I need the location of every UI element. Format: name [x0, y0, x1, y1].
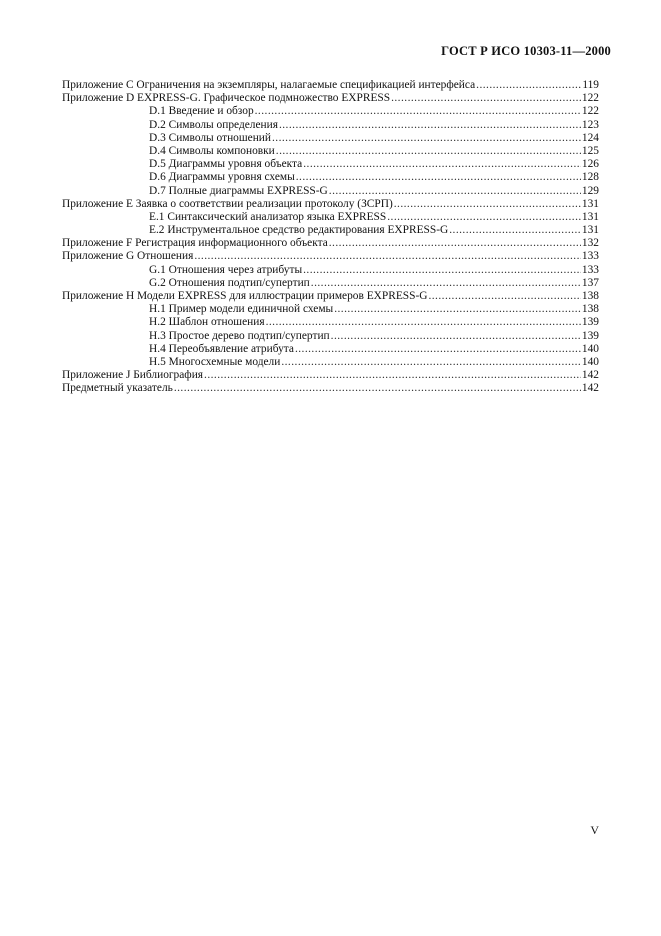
- toc-entry-page: 119: [582, 79, 599, 91]
- toc-dot-leader: [174, 382, 581, 395]
- toc-subentry[interactable]: [62, 224, 599, 237]
- toc-entry[interactable]: [62, 250, 599, 263]
- toc-dot-leader: [281, 356, 581, 369]
- toc-dot-leader: [255, 105, 581, 118]
- toc-entry-title: Приложение F Регистрация информационного объекта: [62, 237, 328, 250]
- toc-entry-page: 139: [581, 329, 599, 342]
- toc-entry-page: 123: [581, 118, 599, 131]
- toc-entry-title: Приложение J Библиография: [62, 369, 204, 382]
- toc-entry-page: 132: [581, 237, 599, 250]
- toc-entry-page: 131: [581, 210, 599, 223]
- toc-entry-title: Приложение D EXPRESS-G. Графическое подмножество EXPRESS: [62, 92, 391, 105]
- toc-entry[interactable]: [62, 369, 599, 382]
- toc-entry-page: 137: [581, 276, 599, 289]
- toc-entry[interactable]: [62, 237, 599, 250]
- toc-dot-leader: [329, 237, 581, 250]
- toc-dot-leader: [449, 224, 581, 237]
- toc-dot-leader: [311, 277, 581, 290]
- toc-dot-leader: [194, 250, 581, 263]
- toc-entry-title: Н.5 Многосхемные модели: [149, 355, 281, 368]
- toc-entry-page: 140: [581, 355, 599, 368]
- toc-entry-title: D.5 Диаграммы уровня объекта: [149, 158, 303, 171]
- toc-subentry[interactable]: [62, 171, 599, 184]
- toc-entry-title: G.1 Отношения через атрибуты: [149, 263, 303, 276]
- toc-entry[interactable]: [62, 290, 599, 303]
- toc-entry-page: 142: [581, 369, 599, 382]
- toc-dot-leader: [204, 369, 581, 382]
- toc-entry-title: Предметный указатель: [62, 382, 173, 395]
- toc-entry-page: 138: [581, 303, 599, 316]
- toc-subentry[interactable]: [62, 105, 599, 118]
- toc-dot-leader: [476, 79, 581, 92]
- toc-entry-title: Н.3 Простое дерево подтип/супертип: [149, 329, 330, 342]
- toc-entry-title: D.2 Символы определения: [149, 118, 278, 131]
- toc-entry-page: 142: [581, 382, 599, 395]
- toc-subentry[interactable]: [62, 316, 599, 329]
- toc-entry-title: G.2 Отношения подтип/супертип: [149, 276, 310, 289]
- toc-subentry[interactable]: [62, 264, 599, 277]
- toc-subentry[interactable]: [62, 356, 599, 369]
- toc-entry-page: 129: [581, 184, 599, 197]
- toc-entry-page: 133: [581, 263, 599, 276]
- toc-subentry[interactable]: [62, 330, 599, 343]
- toc-entry-title: D.4 Символы компоновки: [149, 144, 275, 157]
- toc-dot-leader: [266, 316, 581, 329]
- toc-entry-title: D.3 Символы отношений: [149, 131, 271, 144]
- toc-entry-page: 125: [581, 144, 599, 157]
- toc-entry-page: 138: [581, 290, 599, 302]
- toc-entry-title: D.7 Полные диаграммы EXPRESS-G: [149, 184, 328, 197]
- toc-dot-leader: [295, 343, 581, 356]
- toc-dot-leader: [276, 145, 581, 158]
- toc-entry-title: Е.2 Инструментальное средство редактирования EXPRESS-G: [149, 224, 449, 237]
- toc-entry-title: Н.1 Пример модели единичной схемы: [149, 303, 334, 316]
- toc-subentry[interactable]: [62, 211, 599, 224]
- toc-dot-leader: [329, 185, 581, 198]
- toc-entry[interactable]: [62, 92, 599, 105]
- toc-entry-title: Приложение Е Заявка о соответствии реализации протоколу (ЗСРП): [62, 197, 393, 210]
- toc-entry-title: Приложение G Отношения: [62, 250, 194, 263]
- toc-subentry[interactable]: [62, 119, 599, 132]
- toc-subentry[interactable]: [62, 343, 599, 356]
- toc-subentry[interactable]: [62, 158, 599, 171]
- toc-entry-title: Приложение С Ограничения на экземпляры, налагаемые спецификацией интерфейса: [62, 79, 476, 91]
- table-of-contents: [62, 79, 599, 396]
- toc-dot-leader: [272, 132, 581, 145]
- document-header-title: ГОСТ Р ИСО 10303-11—2000: [441, 44, 611, 58]
- toc-dot-leader: [279, 119, 581, 132]
- toc-entry[interactable]: [62, 382, 599, 395]
- toc-entry-page: 139: [581, 316, 599, 329]
- toc-entry-page: 122: [581, 105, 599, 118]
- toc-dot-leader: [391, 92, 581, 105]
- toc-entry[interactable]: [62, 79, 599, 92]
- toc-subentry[interactable]: [62, 185, 599, 198]
- toc-dot-leader: [296, 171, 581, 184]
- toc-dot-leader: [428, 290, 580, 303]
- toc-entry-title: Приложение Н Модели EXPRESS для иллюстрации примеров EXPRESS-G: [62, 290, 428, 302]
- toc-subentry[interactable]: [62, 145, 599, 158]
- toc-dot-leader: [387, 211, 581, 224]
- toc-entry-title: Н.2 Шаблон отношения: [149, 316, 265, 329]
- toc-subentry[interactable]: [62, 132, 599, 145]
- toc-entry-page: 131: [581, 224, 599, 237]
- toc-dot-leader: [334, 303, 581, 316]
- toc-entry-title: Е.1 Синтаксический анализатор языка EXPRESS: [149, 210, 387, 223]
- toc-entry-page: 124: [581, 131, 599, 144]
- toc-entry-page: 133: [581, 250, 599, 263]
- toc-subentry[interactable]: [62, 303, 599, 316]
- toc-dot-leader: [303, 158, 581, 171]
- toc-dot-leader: [331, 330, 581, 343]
- page-number: V: [590, 823, 599, 837]
- toc-entry-title: Н.4 Переобъявление атрибута: [149, 342, 294, 355]
- toc-subentry[interactable]: [62, 277, 599, 290]
- toc-entry[interactable]: [62, 198, 599, 211]
- toc-dot-leader: [394, 198, 581, 211]
- toc-entry-page: 122: [581, 92, 599, 105]
- toc-dot-leader: [303, 264, 581, 277]
- toc-entry-page: 128: [581, 171, 599, 184]
- toc-entry-title: D.6 Диаграммы уровня схемы: [149, 171, 295, 184]
- toc-entry-page: 126: [581, 158, 599, 171]
- toc-entry-page: 131: [581, 197, 599, 210]
- toc-entry-title: D.1 Введение и обзор: [149, 105, 254, 118]
- toc-entry-page: 140: [581, 342, 599, 355]
